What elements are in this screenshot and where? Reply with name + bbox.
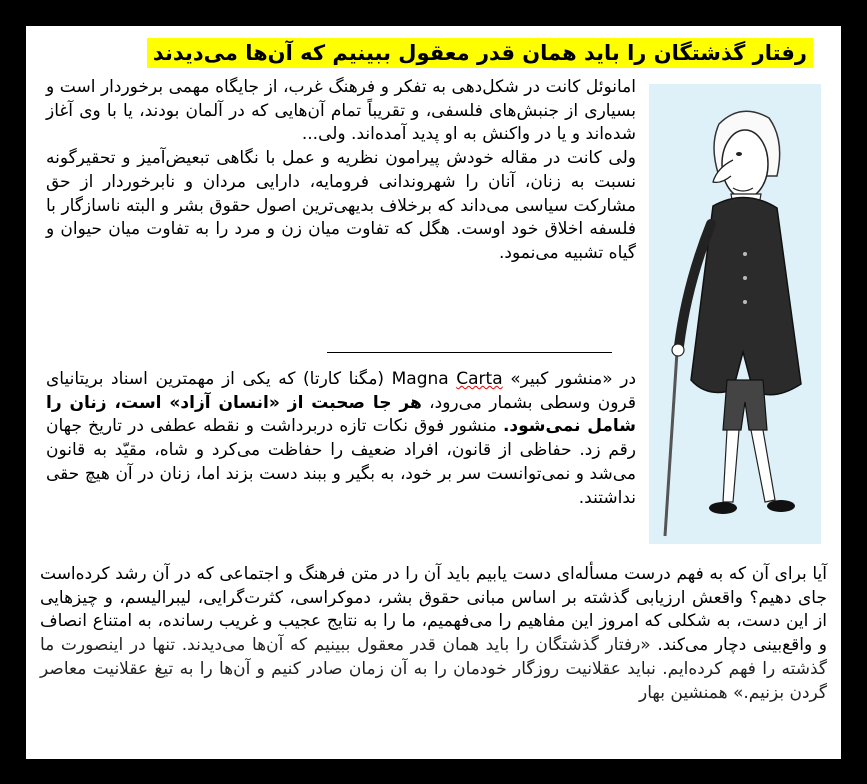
magna-carta-latin [392, 369, 503, 389]
hand-shape [672, 344, 684, 356]
magna-mid: (مگنا کارتا) که یکی از مهمترین اسناد بریتانیای قرون وسطی بشمار می‌رود، [46, 369, 636, 413]
magna-lead: در «منشور کبیر» [510, 369, 637, 389]
kant-caricature-drawing [649, 84, 821, 544]
section-divider [327, 352, 612, 353]
magna-word: Magna [391, 369, 449, 389]
intro-section [46, 76, 636, 266]
magna-bold-statement: هر جا صحبت از «انسان آزاد» است، زنان را شامل نمی‌شود. [46, 392, 636, 437]
right-shoe-shape [767, 500, 795, 512]
left-shoe-shape [709, 502, 737, 514]
article-page [26, 26, 841, 759]
kant-caricature-image [649, 84, 821, 544]
button-3 [743, 300, 747, 304]
eye-shape [736, 152, 742, 156]
conclusion-section [40, 563, 827, 705]
breeches-shape [723, 380, 767, 430]
cane-shape [665, 352, 677, 536]
button-2 [743, 276, 747, 280]
left-stocking-shape [723, 430, 739, 502]
carta-word-spellcheck: Carta [456, 369, 503, 389]
magna-carta-section [46, 368, 636, 510]
button-1 [743, 252, 747, 256]
intro-paragraph-women: ولی کانت در مقاله خودش پیرامون نظریه و عمل با نگاهی تبعیض‌آمیز و تحقیرگونه نسبت به زنان، آنان را شهروندانی فرومایه، دارایی مردان و نابرخوردار از حق مشارکت سیاسی می‌داند که برخلاف بدیهی‌ترین اصول حقوق بشر و البته ناسازگار با فلسفه اخلاق خود اوست. هگل که تفاوت میان زن و مرد را به تفاوت میان حیوان و گیاه تشبیه می‌نمود. [46, 148, 636, 263]
page-title: رفتار گذشتگان را باید همان قدر معقول ببینیم که آن‌ها می‌دیدند [147, 38, 813, 68]
intro-paragraph-kant: امانوئل کانت در شکل‌دهی به تفکر و فرهنگ غرب، از جایگاه مهمی برخوردار است و بسیاری از جنبش‌های فلسفی، و تقریباً تمام آن‌هایی که در آلمان بودند، یا با وی آغاز شده‌اند و یا در واکنش به او پدید آمده‌اند. ولی... [46, 77, 636, 145]
right-stocking-shape [751, 430, 775, 502]
conclusion-text: آیا برای آن که به فهم درست مسأله‌ای دست یابیم باید آن را در متن فرهنگ و اجتماعی که در آن رشد کرده‌است جای دهیم؟ واقعش ارزیابی گذشته بر اساس مبانی حقوق بشر، دموکراسی، کثرت‌گرایی، لیبرالیسم، و چیزهایی از این دست، به شکلی که امروز این مفاهیم را می‌فهمیم، ما را به نتایج عجیب و غریب رسانده، به امتناع انصاف و واقع‌بینی دچار می‌کند. [40, 564, 828, 656]
conclusion-quote: «رفتار گذشتگان را باید همان قدر معقول ببینیم که آن‌ها می‌دیدند. تنها در اینصورت ما گذشته را فهم کرده‌ایم. نباید عقلانیت روزگار خودمان را به آن زمان صادر کنیم و آن‌ها را به تیغ عقلانیت معاصر گردن بزنیم.» همنشین بهار [40, 635, 827, 703]
magna-rest: منشور فوق نکات تازه دربرداشت و نقطه عطفی در تاریخ جهان رقم زد. حفاظی از قانون، افراد ضعیف را حفاظت می‌کرد و شاه، مقیّد به قانون می‌شد و نمی‌توانست سر بر خود، به بگیر و ببند دست بزند اما، زنان در آن هیچ حقی نداشتند. [46, 416, 636, 508]
